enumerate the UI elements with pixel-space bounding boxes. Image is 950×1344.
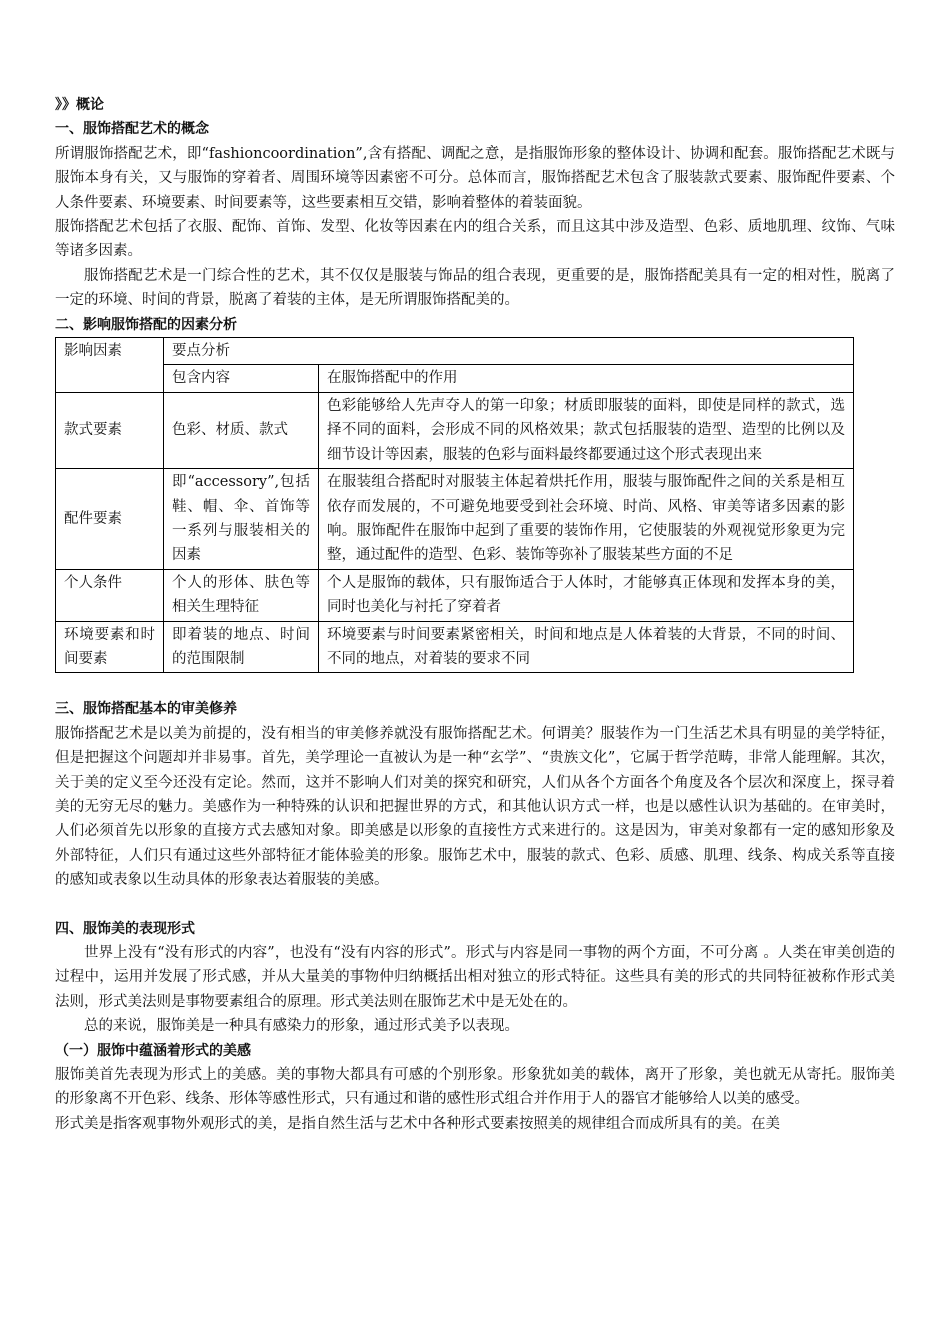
table-cell-factor: 环境要素和时间要素 bbox=[56, 621, 164, 673]
section1-paragraph: 服饰搭配艺术包括了衣服、配饰、首饰、发型、化妆等因素在内的组合关系，而且这其中涉及造型、色彩、质地肌理、纹饰、气味等诸多因素。 bbox=[55, 219, 895, 260]
spacer bbox=[55, 673, 895, 697]
section1-title: 一、服饰搭配艺术的概念 bbox=[55, 121, 209, 138]
table-cell-role: 环境要素与时间要素紧密相关，时间和地点是人体着装的大背景，不同的时间、不同的地点，对着装的要求不同 bbox=[319, 621, 854, 673]
spacer bbox=[55, 893, 895, 917]
table-header-row bbox=[56, 338, 854, 365]
table-cell-content: 即着装的地点、时间的范围限制 bbox=[164, 621, 319, 673]
section1-paragraph: 服饰搭配艺术是一门综合性的艺术，其不仅仅是服装与饰品的组合表现，更重要的是，服饰搭配美具有一定的相对性，脱离了一定的环境、时间的背景，脱离了着装的主体，是无所谓服饰搭配美的。 bbox=[55, 267, 895, 309]
table-cell-role: 个人是服饰的载体，只有服饰适合于人体时，才能够真正体现和发挥本身的美，同时也美化与衬托了穿着者 bbox=[319, 569, 854, 621]
subsection1-paragraph: 服饰美首先表现为形式上的美感。美的事物大都具有可感的个别形象。形象犹如美的载体，离开了形象，美也就无从寄托。服饰美的形象离不开色彩、线条、形体等感性形式，只有通过和谐的感性形式组合并作用于人的器官才能够给人以美的感受。 bbox=[55, 1067, 895, 1108]
section4-paragraph: 总的来说，服饰美是一种具有感染力的形象，通过形式美予以表现。 bbox=[84, 1018, 519, 1035]
table-header-cell: 要点分析 bbox=[164, 338, 854, 365]
table-cell-factor: 配件要素 bbox=[56, 469, 164, 570]
table-header-cell: 包含内容 bbox=[164, 365, 319, 392]
table-cell-content: 即“accessory”,包括鞋、帽、伞、首饰等一系列与服装相关的因素 bbox=[164, 469, 319, 570]
table-cell-content: 色彩、材质、款式 bbox=[164, 392, 319, 468]
section2-title: 二、影响服饰搭配的因素分析 bbox=[55, 316, 237, 333]
table-header-cell: 影响因素 bbox=[56, 338, 164, 393]
table-cell-role: 色彩能够给人先声夺人的第一印象；材质即服装的面料，即使是同样的款式，选择不同的面料，会形成不同的风格效果；款式包括服装的造型、造型的比例以及细节设计等因素，服装的色彩与面料最终都要通过这个形式表现出来 bbox=[319, 392, 854, 468]
table-row bbox=[56, 621, 854, 673]
table-row bbox=[56, 469, 854, 570]
table-cell-role: 在服装组合搭配时对服装主体起着烘托作用，服装与服饰配件之间的关系是相互依存而发展的，不可避免地要受到社会环境、时尚、风格、审美等诸多因素的影响。服饰配件在服饰中起到了重要的装饰作用，它使服装的外观视觉形象更为完整，通过配件的造型、色彩、装饰等弥补了服装某些方面的不足 bbox=[319, 469, 854, 570]
factors-table bbox=[55, 337, 854, 673]
section3-title: 三、服饰搭配基本的审美修养 bbox=[55, 701, 237, 718]
table-row bbox=[56, 569, 854, 621]
section4-title: 四、服饰美的表现形式 bbox=[55, 920, 195, 937]
subsection1-title: （一）服饰中蕴涵着形式的美感 bbox=[55, 1042, 251, 1059]
table-subheader-row bbox=[56, 365, 854, 392]
section1-paragraph: 所谓服饰搭配艺术，即“fashioncoordination”,含有搭配、调配之意，是指服饰形象的整体设计、协调和配套。服饰搭配艺术既与服饰本身有关，又与服饰的穿着者、周围环境等因素密不可分。总体而言，服饰搭配艺术包含了服装款式要素、服饰配件要素、个人条件要素、环境要素、时间要素等，这些要素相互交错，影响着整体的着装面貌。 bbox=[55, 145, 895, 211]
table-cell-factor: 款式要素 bbox=[56, 392, 164, 468]
table-header-cell: 在服饰搭配中的作用 bbox=[319, 365, 854, 392]
section4-paragraph: 世界上没有“没有形式的内容”，也没有“没有内容的形式”。形式与内容是同一事物的两个方面，不可分离 。人类在审美创造的过程中，运用并发展了形式感，并从大量美的事物仲归纳概括出相对独立的形式特征。这些具有美的形式的共同特征被称作形式美法则，形式美法则是事物要素组合的原理。形式美法则在服饰艺术中是无处在的。 bbox=[55, 945, 895, 1010]
overview-heading: 》》概论 bbox=[55, 97, 104, 113]
table-cell-content: 个人的形体、肤色等相关生理特征 bbox=[164, 569, 319, 621]
table-row bbox=[56, 392, 854, 468]
subsection1-paragraph: 形式美是指客观事物外观形式的美，是指自然生活与艺术中各种形式要素按照美的规律组合而成所具有的美。在美 bbox=[55, 1115, 780, 1132]
section3-paragraph: 服饰搭配艺术是以美为前提的，没有相当的审美修养就没有服饰搭配艺术。何谓美？服装作为一门生活艺术具有明显的美学特征，但是把握这个问题却并非易事。首先，美学理论一直被认为是一种“玄学”、“贵族文化”，它属于哲学范畴，非常人能理解。其次，关于美的定义至今还没有定论。然而，这并不影响人们对美的探究和研究，人们从各个方面各个角度及各个层次和深度上，探寻着美的无穷无尽的魅力。美感作为一种特殊的认识和把握世界的方式，和其他认识方式一样，也是以感性认识为基础的。在审美时，人们必须首先以形象的直接方式去感知对象。即美感是以形象的直接性方式来进行的。这是因为，审美对象都有一定的感知形象及外部特征，人们只有通过这些外部特征才能体验美的形象。服饰艺术中，服装的款式、色彩、质感、肌理、线条、构成关系等直接的感知或表象以生动具体的形象表达着服装的美感。 bbox=[55, 725, 895, 889]
document-page bbox=[55, 93, 895, 1136]
table-cell-factor: 个人条件 bbox=[56, 569, 164, 621]
